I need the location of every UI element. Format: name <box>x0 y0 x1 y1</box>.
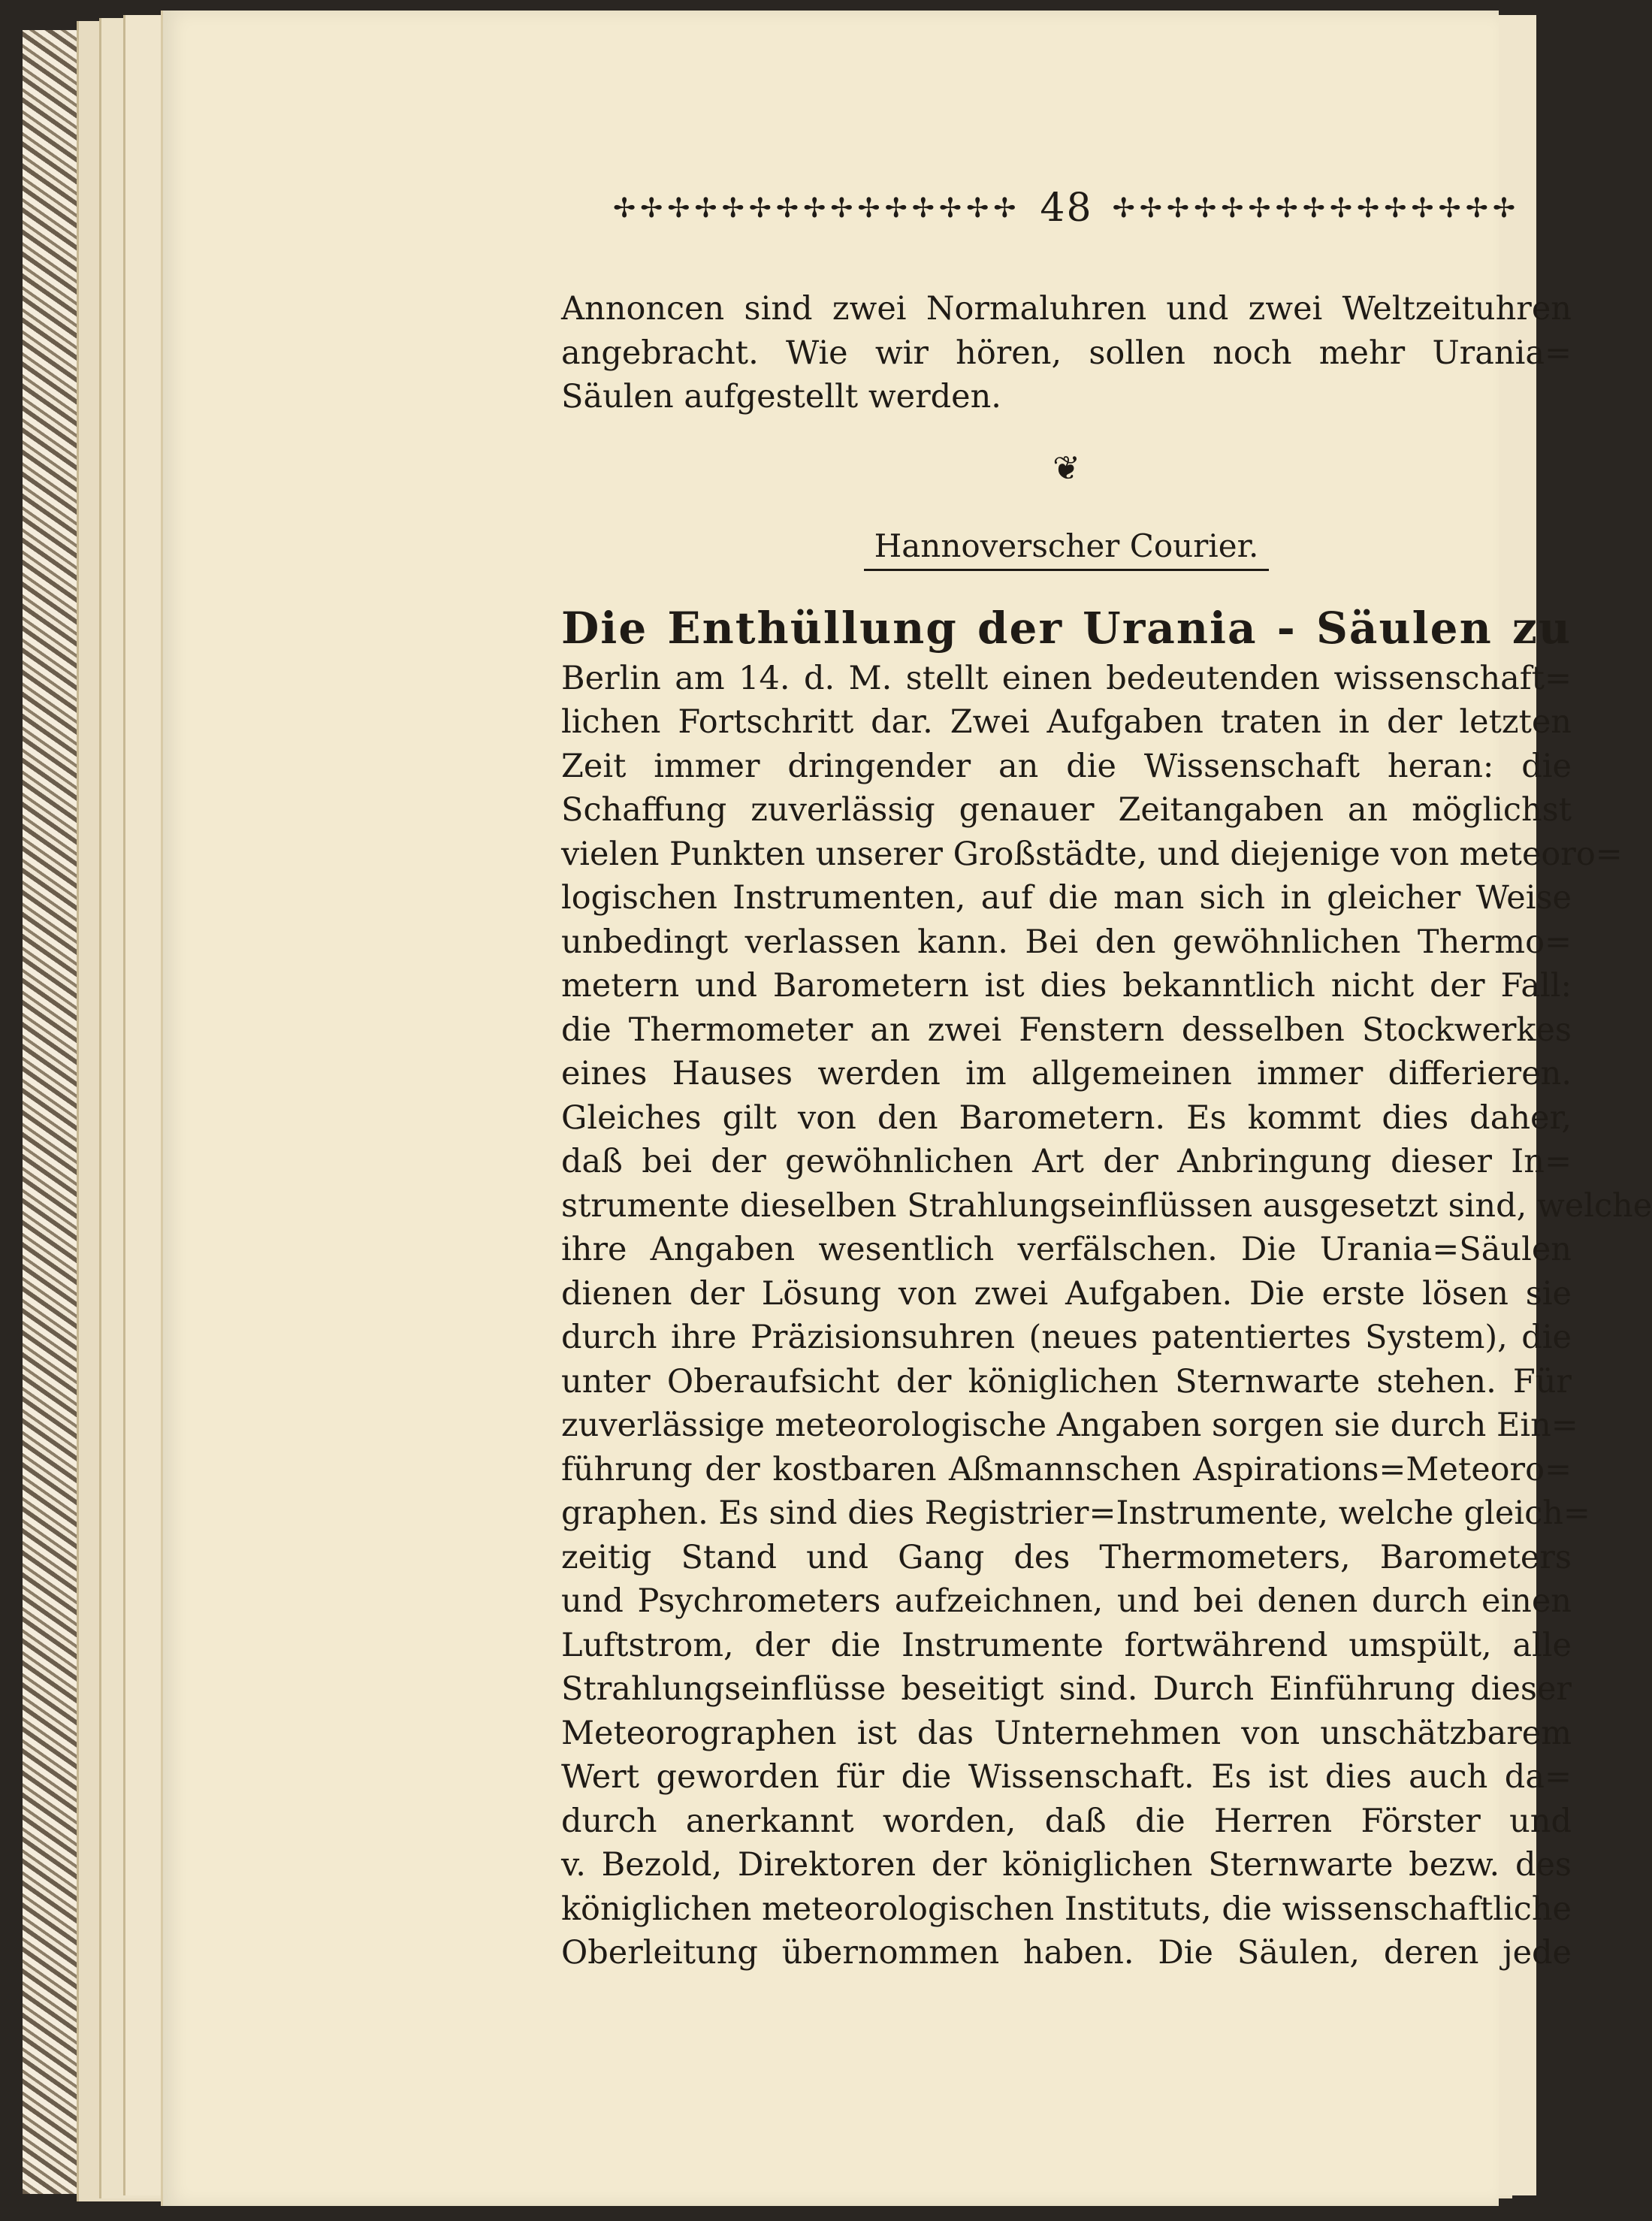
book-spine-edge <box>23 30 80 2194</box>
header-ornament-left: ✢✢✢✢✢✢✢✢✢✢✢✢✢✢✢ <box>612 192 1021 224</box>
text-line: v. Bezold, Direktoren der königlichen Sternwarte bezw. des <box>561 1846 1572 1884</box>
text-line: zuverlässige meteorologische Angaben sorgen sie durch Ein= <box>561 1407 1578 1444</box>
text-line: durch ihre Präzisionsuhren (neues patentiertes System), die <box>561 1319 1572 1356</box>
text-line: Berlin am 14. d. M. stellt einen bedeutenden wissenschaft= <box>561 659 1572 697</box>
text-line: die Thermometer an zwei Fenstern desselben Stockwerkes <box>561 1011 1572 1049</box>
text-line: lichen Fortschritt dar. Zwei Aufgaben traten in der letzten <box>561 703 1572 741</box>
text-line: Gleiches gilt von den Barometern. Es kommt dies daher, <box>561 1098 1572 1137</box>
text-line: führung der kostbaren Aßmannschen Aspirations=Meteoro= <box>561 1450 1572 1488</box>
text-line: durch anerkannt worden, daß die Herren Förster und <box>561 1802 1572 1840</box>
text-line: logischen Instrumenten, auf die man sich in gleicher Weise <box>561 879 1572 917</box>
article-body <box>561 657 1652 1975</box>
source-name: Hannoverscher Courier. <box>864 527 1270 571</box>
source-title <box>561 527 1572 585</box>
text-line: Schaffung zuverlässig genauer Zeitangaben an möglichst <box>561 791 1572 829</box>
text-line: Wert geworden für die Wissenschaft. Es ist dies auch da= <box>561 1758 1572 1796</box>
text-line: daß bei der gewöhnlichen Art der Anbringung dieser In= <box>561 1143 1572 1180</box>
text-line: dienen der Lösung von zwei Aufgaben. Die erste lösen sie <box>561 1274 1572 1313</box>
page-number: 48 <box>1040 186 1093 231</box>
text-line: Annoncen sind zwei Normaluhren und zwei Weltzeituhren <box>561 290 1572 328</box>
book-page <box>161 11 1652 2206</box>
intro-paragraph <box>561 287 1572 419</box>
page-header <box>561 182 1572 234</box>
text-line: Meteorographen ist das Unternehmen von unschätzbarem <box>561 1714 1572 1752</box>
text-line: königlichen meteorologischen Instituts, die wissenschaftliche <box>561 1890 1572 1928</box>
text-line: graphen. Es sind dies Registrier=Instrumente, welche gleich= <box>561 1494 1590 1532</box>
article-headline: Die Enthüllung der Urania - Säulen zu <box>561 602 1572 654</box>
text-line: Zeit immer dringender an die Wissenschaft heran: die <box>561 747 1572 785</box>
text-line: angebracht. Wie wir hören, sollen noch mehr Urania= <box>561 334 1572 372</box>
text-line: ihre Angaben wesentlich verfälschen. Die Urania=Säulen <box>561 1231 1572 1268</box>
text-line: Oberleitung übernommen haben. Die Säulen, deren jede <box>561 1934 1572 1972</box>
header-ornament-right: ✢✢✢✢✢✢✢✢✢✢✢✢✢✢✢ <box>1112 192 1521 224</box>
text-line: Luftstrom, der die Instrumente fortwährend umspült, alle <box>561 1626 1572 1664</box>
text-line: und Psychrometers aufzeichnen, und bei denen durch einen <box>561 1582 1572 1620</box>
text-line: vielen Punkten unserer Großstädte, und diejenige von meteoro= <box>561 835 1623 873</box>
text-line: Säulen aufgestellt werden. <box>561 378 1001 415</box>
text-line: eines Hauses werden im allgemeinen immer differieren. <box>561 1055 1572 1092</box>
text-line: unbedingt verlassen kann. Bei den gewöhnlichen Thermo= <box>561 923 1572 961</box>
page-content <box>561 182 1652 1975</box>
text-line: Strahlungseinflüsse beseitigt sind. Durch Einführung dieser <box>561 1670 1572 1708</box>
text-line: metern und Barometern ist dies bekanntlich nicht der Fall: <box>561 967 1572 1005</box>
text-line: unter Oberaufsicht der königlichen Sternwarte stehen. Für <box>561 1362 1572 1401</box>
text-line: zeitig Stand und Gang des Thermometers, Barometers <box>561 1538 1572 1576</box>
fleuron-icon: ❦ <box>1053 449 1080 488</box>
text-line: strumente dieselben Strahlungseinflüssen ausgesetzt sind, welche <box>561 1186 1652 1225</box>
